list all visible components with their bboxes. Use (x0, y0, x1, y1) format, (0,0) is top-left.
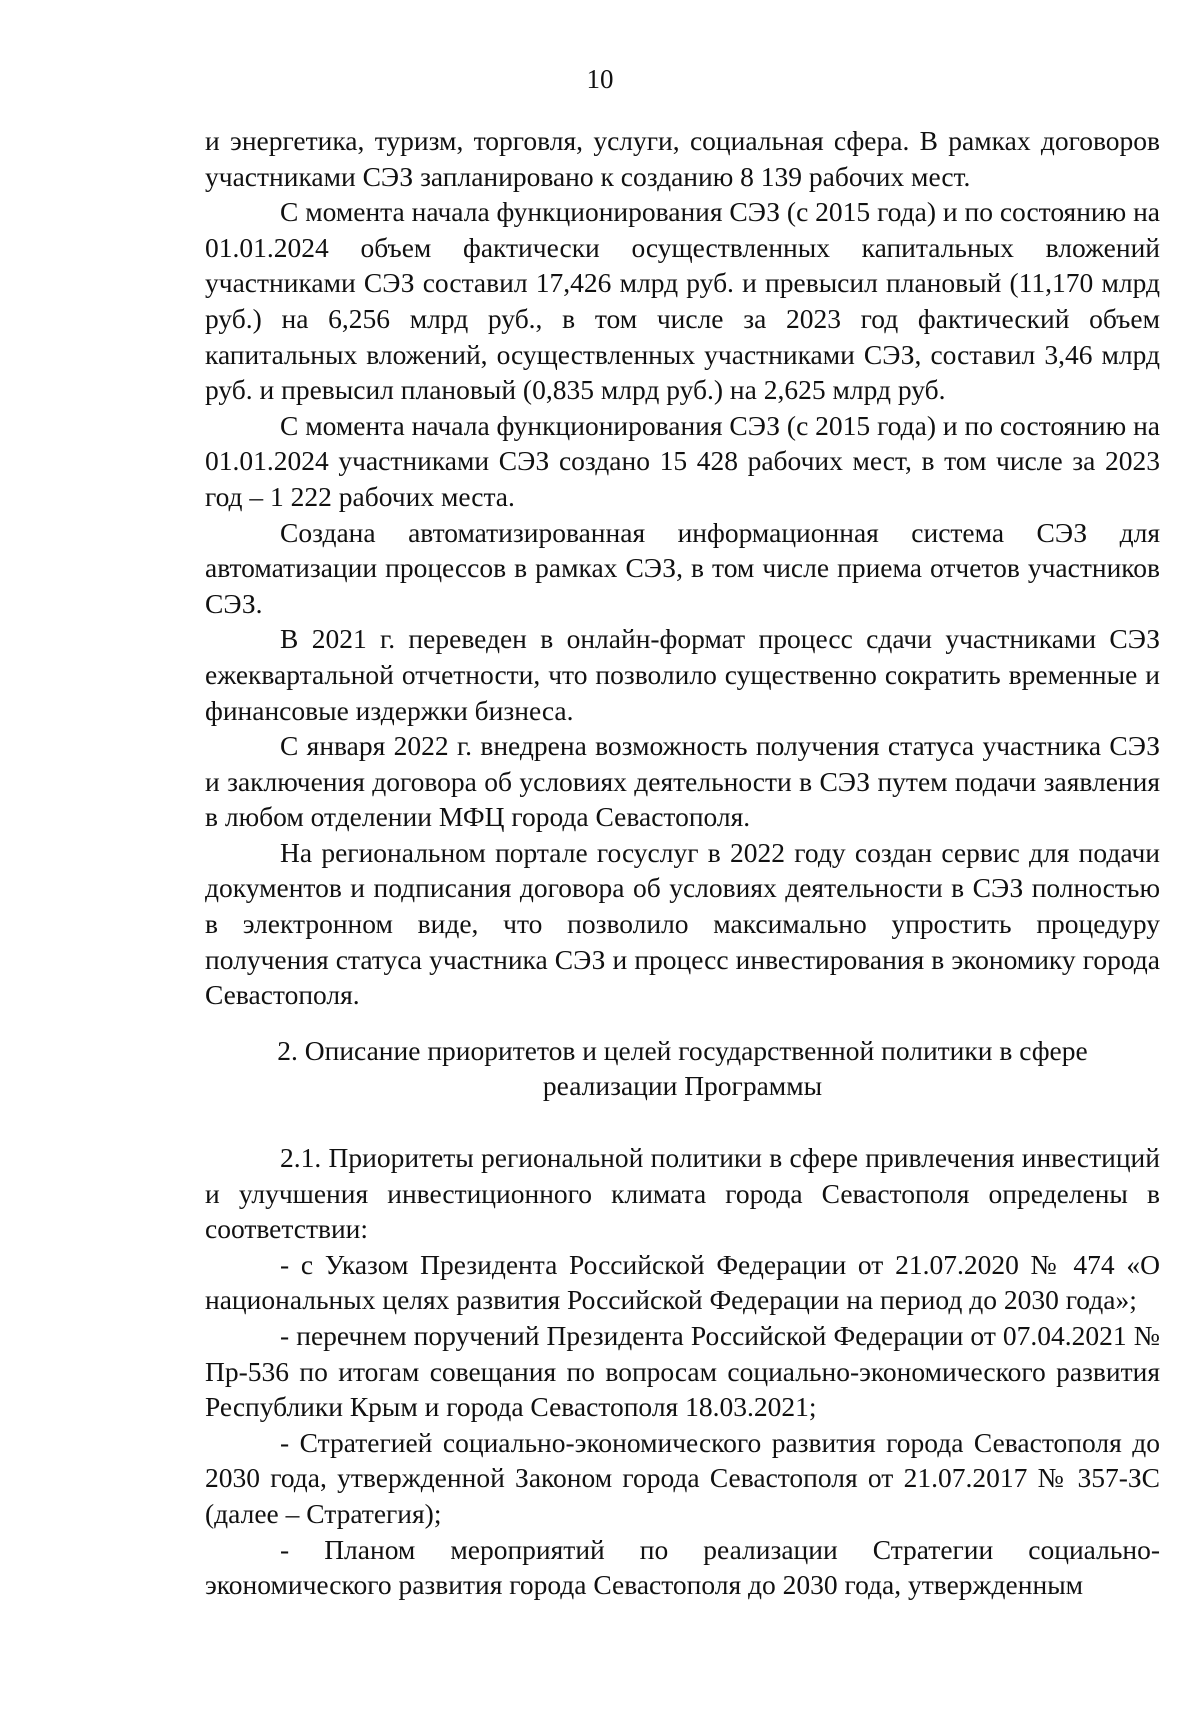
paragraph: С момента начала функционирования СЭЗ (с 2015 года) и по состоянию на 01.01.2024 участниками СЭЗ создано 15 428 рабочих мест, в том числе за 2023 год – 1 222 рабочих места. (205, 409, 1160, 512)
paragraph: 2.1. Приоритеты региональной политики в сфере привлечения инвестиций и улучшения инвестиционного климата города Севастополя определены в соответствии: (205, 1142, 1160, 1245)
paragraph: С момента начала функционирования СЭЗ (с 2015 года) и по состоянию на 01.01.2024 объем фактически осуществленных капитальных вложений участниками СЭЗ составил 17,426 млрд руб. и превысил плановый (11,170 млрд руб.) на 6,256 млрд руб., в том числе за 2023 год фактический объем капитальных вложений, осуществленных участниками СЭЗ, составил 3,46 млрд руб. и превысил плановый (0,835 млрд руб.) на 2,625 млрд руб. (205, 196, 1160, 406)
paragraph: В 2021 г. переведен в онлайн-формат процесс сдачи участниками СЭЗ ежеквартальной отчетности, что позволило существенно сократить временные и финансовые издержки бизнеса. (205, 623, 1160, 726)
paragraph: С января 2022 г. внедрена возможность получения статуса участника СЭЗ и заключения договора об условиях деятельности в СЭЗ путем подачи заявления в любом отделении МФЦ города Севастополя. (205, 730, 1160, 833)
section-heading (205, 1033, 1160, 1104)
list-item: - Планом мероприятий по реализации Стратегии социально-экономического развития города Севастополя до 2030 года, утвержденным (205, 1533, 1160, 1601)
page-number: 10 (586, 64, 614, 94)
section-heading-line: 2. Описание приоритетов и целей государственной политики в сфере (277, 1034, 1088, 1066)
list-item: - Стратегией социально-экономического развития города Севастополя до 2030 года, утвержденной Законом города Севастополя от 21.07.2017 № 357-ЗС (далее – Стратегия); (205, 1426, 1160, 1529)
paragraph: и энергетика, туризм, торговля, услуги, социальная сфера. В рамках договоров участниками СЭЗ запланировано к созданию 8 139 рабочих мест. (205, 125, 1160, 192)
paragraph: Создана автоматизированная информационная система СЭЗ для автоматизации процессов в рамках СЭЗ, в том числе приема отчетов участников СЭЗ. (205, 516, 1160, 619)
list-item: - перечнем поручений Президента Российской Федерации от 07.04.2021 № Пр-536 по итогам совещания по вопросам социально-экономического развития Республики Крым и города Севастополя 18.03.2021; (205, 1320, 1160, 1423)
list-item: - с Указом Президента Российской Федерации от 21.07.2020 № 474 «О национальных целях развития Российской Федерации на период до 2030 года»; (205, 1248, 1160, 1316)
section-heading-line: реализации Программы (542, 1070, 823, 1102)
document-body (205, 123, 1160, 1603)
paragraph: На региональном портале госуслуг в 2022 году создан сервис для подачи документов и подписания договора об условиях деятельности в СЭЗ полностью в электронном виде, что позволило максимально упростить процедуру получения статуса участника СЭЗ и процесс инвестирования в экономику города Севастополя. (205, 836, 1160, 1011)
